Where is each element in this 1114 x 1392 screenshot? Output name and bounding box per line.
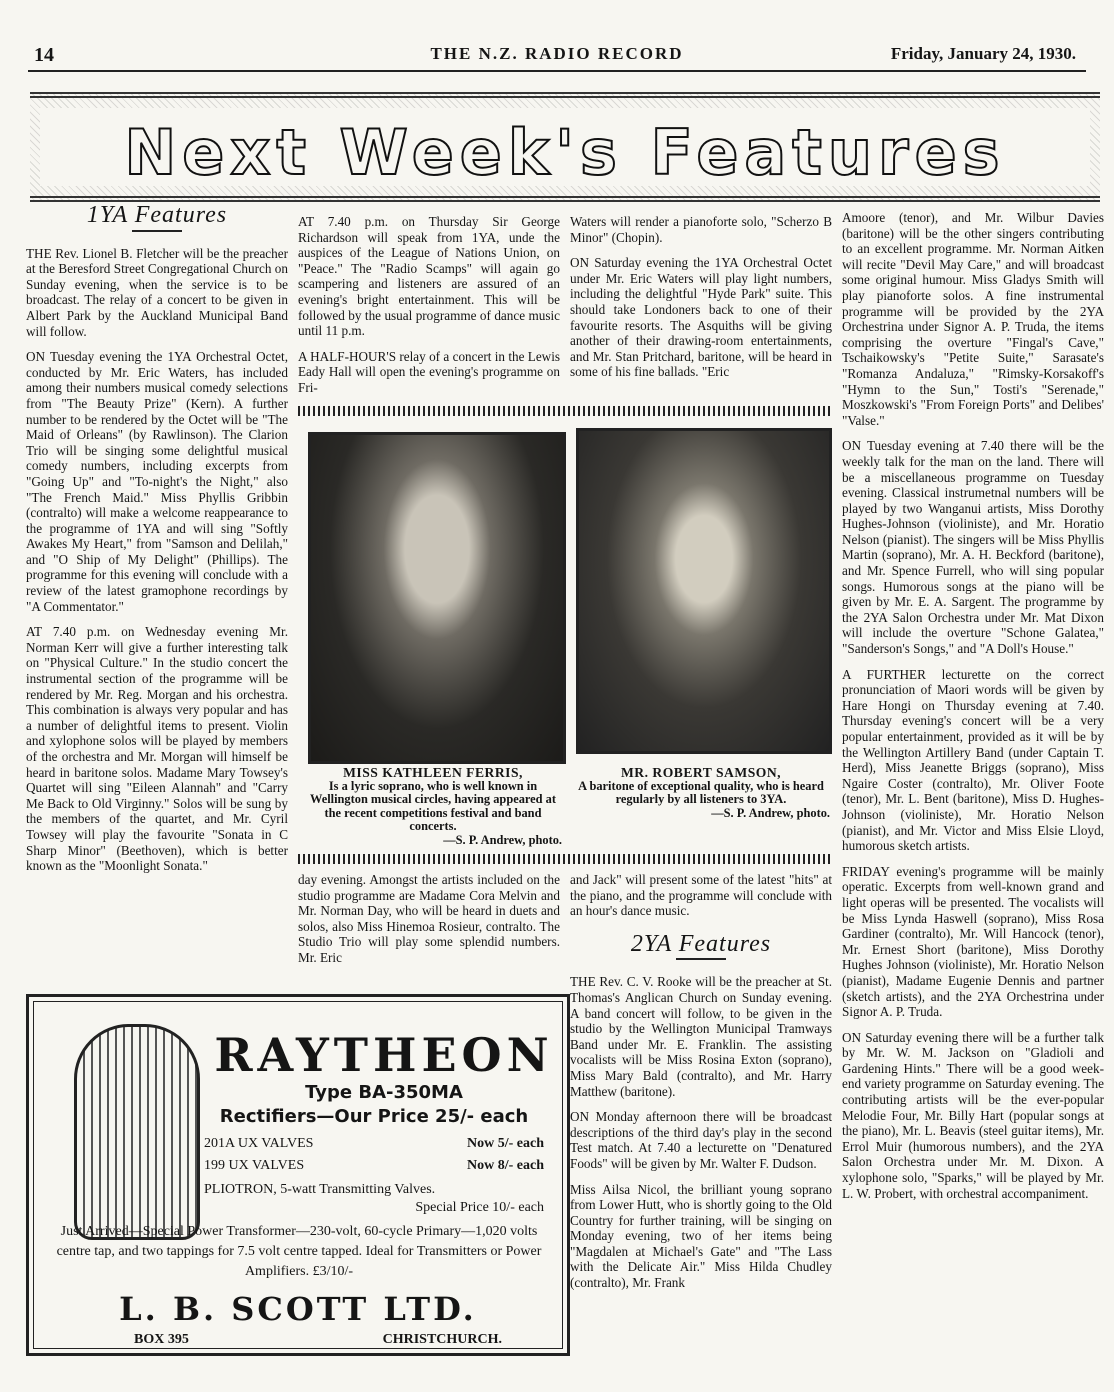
column-2-bottom <box>298 872 560 976</box>
column-2-top <box>298 214 560 406</box>
ad-item-price: Now 5/- each <box>467 1136 544 1151</box>
ad-box: BOX 395 <box>134 1332 189 1347</box>
photo-bottom-rule <box>298 854 832 864</box>
paragraph: AT 7.40 p.m. on Thursday Sir George Richardson will speak from 1YA, unde the auspices of the League of Nations Union, on "Peace." The "Radio Scamps" will again go scampering and listeners are assured of an evening's bright entertainment. This will be followed by the usual programme of dance music until 11 p.m. <box>298 214 560 339</box>
paragraph: and Jack" will present some of the latest "hits" at the piano, and the programme will conclude with an hour's dance music. <box>570 872 832 919</box>
ad-brand: RAYTHEON <box>214 1028 554 1082</box>
ad-item: 201A UX VALVES <box>204 1136 314 1151</box>
ad-type: Type BA-350MA <box>305 1082 463 1103</box>
portrait-kathleen-ferris <box>308 432 566 764</box>
paragraph: A HALF-HOUR'S relay of a concert in the Lewis Eady Hall will open the evening's programme on Fri- <box>298 348 560 395</box>
raytheon-advertisement <box>26 994 570 1356</box>
caption-text: A baritone of exceptional quality, who is heard regularly by all listeners to 3YA. <box>578 778 824 807</box>
heading-rule <box>132 230 182 232</box>
ad-city: CHRISTCHURCH. <box>382 1332 502 1347</box>
banner-title: Next Week's Features <box>124 116 1006 189</box>
photo-top-rule <box>298 406 832 416</box>
ad-item: 199 UX VALVES <box>204 1158 305 1173</box>
paragraph: ON Tuesday evening the 1YA Orchestral Octet, conducted by Mr. Eric Waters, has included among their numbers musical comedy selections from "The Beauty Prize" (Kern). A further number to be rendered by the Octet will be "The Maid of Orleans" (by Rawlinson). The Clarion Trio will be singing some delightful musical comedy numbers, including excerpts from "Going Up" and "To-night's the Night," also "The French Maid." Miss Phyllis Gribbin (contralto) will make a welcome reappearance to the programme of 1YA and will sing "Softly Awakes My Heart," from "Samson and Delilah," and "O Ship of My Delight" (Phillips). The programme for this evening will conclude with a review of the latest gramophone recordings by "A Commentator." <box>26 349 288 614</box>
ad-item-row <box>204 1136 544 1152</box>
heading-rule <box>676 958 726 960</box>
ad-price-line: Rectifiers—Our Price 25/- each <box>219 1106 529 1127</box>
ad-company: L. B. SCOTT LTD. <box>119 1290 477 1328</box>
ad-special-price: Special Price 10/- each <box>415 1200 544 1215</box>
ad-item: PLIOTRON, 5-watt Transmitting Valves. <box>204 1182 436 1197</box>
column-3-bottom <box>570 872 832 1301</box>
paragraph: ON Monday afternoon there will be broadcast descriptions of the third day's play in the second Test match. At 7.40 a lecturette on "Denatured Foods" will be given by Mr. Walter F. Dudson. <box>570 1109 832 1171</box>
ad-frame <box>33 1001 563 1349</box>
caption-samson <box>572 766 830 820</box>
column-1yA <box>26 204 288 884</box>
caption-name: MR. ROBERT SAMSON, <box>620 765 782 780</box>
ad-item-row <box>204 1158 544 1174</box>
column-3-top <box>570 214 832 390</box>
paragraph: Miss Ailsa Nicol, the brilliant young soprano from Lower Hutt, who is shortly going to the Old Country for further training, will be singing on Monday evening, two of her items being "Magdalen at Michael's Gate" and "The Lass with the Delicate Air." Miss Hilda Chudley (contralto), Mr. Frank <box>570 1181 832 1291</box>
section-heading-1ya: 1YA Features <box>86 202 228 228</box>
photo-credit: —S. P. Andrew, photo. <box>443 832 562 847</box>
features-banner <box>30 92 1100 202</box>
paragraph: AT 7.40 p.m. on Wednesday evening Mr. Norman Kerr will give a further interesting talk on "Physical Culture." In the studio concert the instrumental section of the programme will be rendered by Mr. Reg. Morgan and his orchestra. This combination is always very popular and has a number of delightful items to present. Violin and xylophone solos will be played by members of the orchestra and Mr. Morgan will himself be heard in baritone solos. Madame Mary Towsey's Quartet will sing "Eileen Alannah" and "Carry Me Back to Old Virginny." Solos will be sung by the members of the quartet, and Mr. Cyril Towsey will play the favourite "Sonata in C Sharp Minor" (Beethoven), which is better known as the "Moonlight Sonata." <box>26 624 288 874</box>
portrait-robert-samson <box>576 428 832 754</box>
publication-title: THE N.Z. RADIO RECORD <box>430 44 684 63</box>
ad-item-price: Now 8/- each <box>467 1158 544 1173</box>
ad-transformer-text: Just Arrived—Special Power Transformer—230-volt, 60-cycle Primary—1,020 volts centre tap, and two tappings for 7.5 volt centre tapped. Ideal for Transmitters or Power Amplifiers. £3/10/- <box>56 1224 542 1279</box>
paragraph: ON Saturday evening the 1YA Orchestral Octet under Mr. Eric Waters will play light numbers, including the delightful "Hyde Park" suite. This should take Londoners back to one of their favourite resorts. The Asquiths will be giving another of their drawing-room entertainments, and Mr. Stan Pritchard, baritone, will be heard in some of his fine ballads. "Eric <box>570 255 832 380</box>
banner-inner <box>40 108 1090 189</box>
page-number: 14 <box>34 44 54 66</box>
issue-date: Friday, January 24, 1930. <box>890 44 1076 63</box>
caption-ferris <box>304 766 562 848</box>
paragraph: THE Rev. Lionel B. Fletcher will be the preacher at the Beresford Street Congregational Church on Sunday evening, when the service is to be broadcast. The relay of a concert to be given in Albert Park by the Auckland Municipal Band will follow. <box>26 245 288 339</box>
paragraph: ON Tuesday evening at 7.40 there will be the weekly talk for the man on the land. There will be a miscellaneous programme on Tuesday evening. Classical instrumetnal numbers will be played by two Wanganui artists, Miss Dorothy Hughes-Johnson (violiniste), and Mr. Horatio Nelson (pianist). The singers will be Miss Phyllis Martin (soprano), Mr. A. H. Beckford (baritone), and Mr. Spence Furrell, who will sing popular songs. Humorous songs at the piano will be given by Mr. E. A. Sargent. The programme by the 2YA Salon Orchestra under Mr. Mat Dixon will include the overture "Schone Galatea," "Sanderson's Songs," and "A Doll's House." <box>842 438 1104 657</box>
paragraph: Amoore (tenor), and Mr. Wilbur Davies (baritone) will be the other singers contributing to an excellent programme. Mr. Norman Aitken will recite "Devil May Care," and will broadcast some original humour. Miss Gladys Smith will play pianoforte solos. A fine instrumental programme will be provided by the 2YA Orchestrina under Signor A. P. Truda, the items comprising the overture "Fingal's Cave," Tschaikowsky's "Petite Suite," Sarasate's "Romanza Andaluza," "Rimsky-Korsakoff's "Hymn to the Sun," Tosti's "Serenade," Moszkowski's "From Foreign Ports" and Delibes' "Valse." <box>842 210 1104 428</box>
photo-credit: —S. P. Andrew, photo. <box>711 805 830 820</box>
header-rule <box>28 70 1086 72</box>
page-header <box>28 42 1086 68</box>
caption-name: MISS KATHLEEN FERRIS, <box>343 765 523 780</box>
valve-illustration-icon <box>74 1024 200 1240</box>
column-4 <box>842 210 1104 1211</box>
paragraph: ON Saturday evening there will be a further talk by Mr. W. M. Jackson on "Gladioli and Gardening Hints." There will be a good week-end variety programme on Saturday evening. The contributing artists will be the ever-popular Melodie Four, Mr. Billy Hart (popular songs at the piano), Mr. L. Beavis (steel guitar items), Mr. Errol Muir (humorous numbers), and the 2YA Salon Orchestra under Mr. M. Dixon. A xylophone solo, "Sparks," will be played by Mr. L. W. Probert, with orchestral accompaniment. <box>842 1029 1104 1201</box>
ad-address <box>134 1332 502 1348</box>
paragraph: THE Rev. C. V. Rooke will be the preacher at St. Thomas's Anglican Church on Sunday evening. A band concert will follow, to be given in the studio by the Wellington Municipal Tramways Band under Mr. E. Franklin. The assisting vocalists will be Miss Rosina Exton (soprano), Miss Mary Bald (contralto), and Mr. Harry Matthew (baritone). <box>570 974 832 1099</box>
section-heading-2ya: 2YA Features <box>630 930 772 957</box>
paragraph: Waters will render a pianoforte solo, "Scherzo B Minor" (Chopin). <box>570 214 832 245</box>
paragraph: day evening. Amongst the artists included on the studio programme are Madame Cora Melvin and Mr. Norman Day, who will be heard in duets and solos, also Miss Hinemoa Rosieur, contralto. The Studio Trio will play some splendid numbers. Mr. Eric <box>298 872 560 965</box>
paragraph: FRIDAY evening's programme will be mainly operatic. Excerpts from well-known grand and light operas will be presented. The vocalists will be Miss Lynda Haswell (soprano), Miss Rosa Gardiner (contralto), Mr. Will Hancock (tenor), Mr. Ernest Short (baritone), Miss Dorothy Hughes Johnson (violiniste), Mr. Horatio Nelson (pianist), Madame Eugenie Dennis and partner (sketch artists), and the 2YA Orchestrina under Signor A. P. Truda. <box>842 863 1104 1020</box>
caption-text: Is a lyric soprano, who is well known in Wellington musical circles, having appeared at the recent competitions festival and band concerts. <box>310 778 556 834</box>
paragraph: A FURTHER lecturette on the correct pronunciation of Maori words will be given by Hare Hongi on Thursday evening at 7.40. Thursday evening's concert will be a very popular entertainment, provided as it will be by the Wellington Artillery Band (under Captain T. Herd), Miss Jeanette Briggs (soprano), Miss Ngaire Coster (contralto), Mr. Oliver Foote (tenor), Mr. L. Bent (baritone), Miss D. Hughes-Johnson (violiniste), Mr. Horatio Nelson (pianist), and Mr. Victor and Miss Elsie Lloyd, humorous sketch artists. <box>842 666 1104 854</box>
